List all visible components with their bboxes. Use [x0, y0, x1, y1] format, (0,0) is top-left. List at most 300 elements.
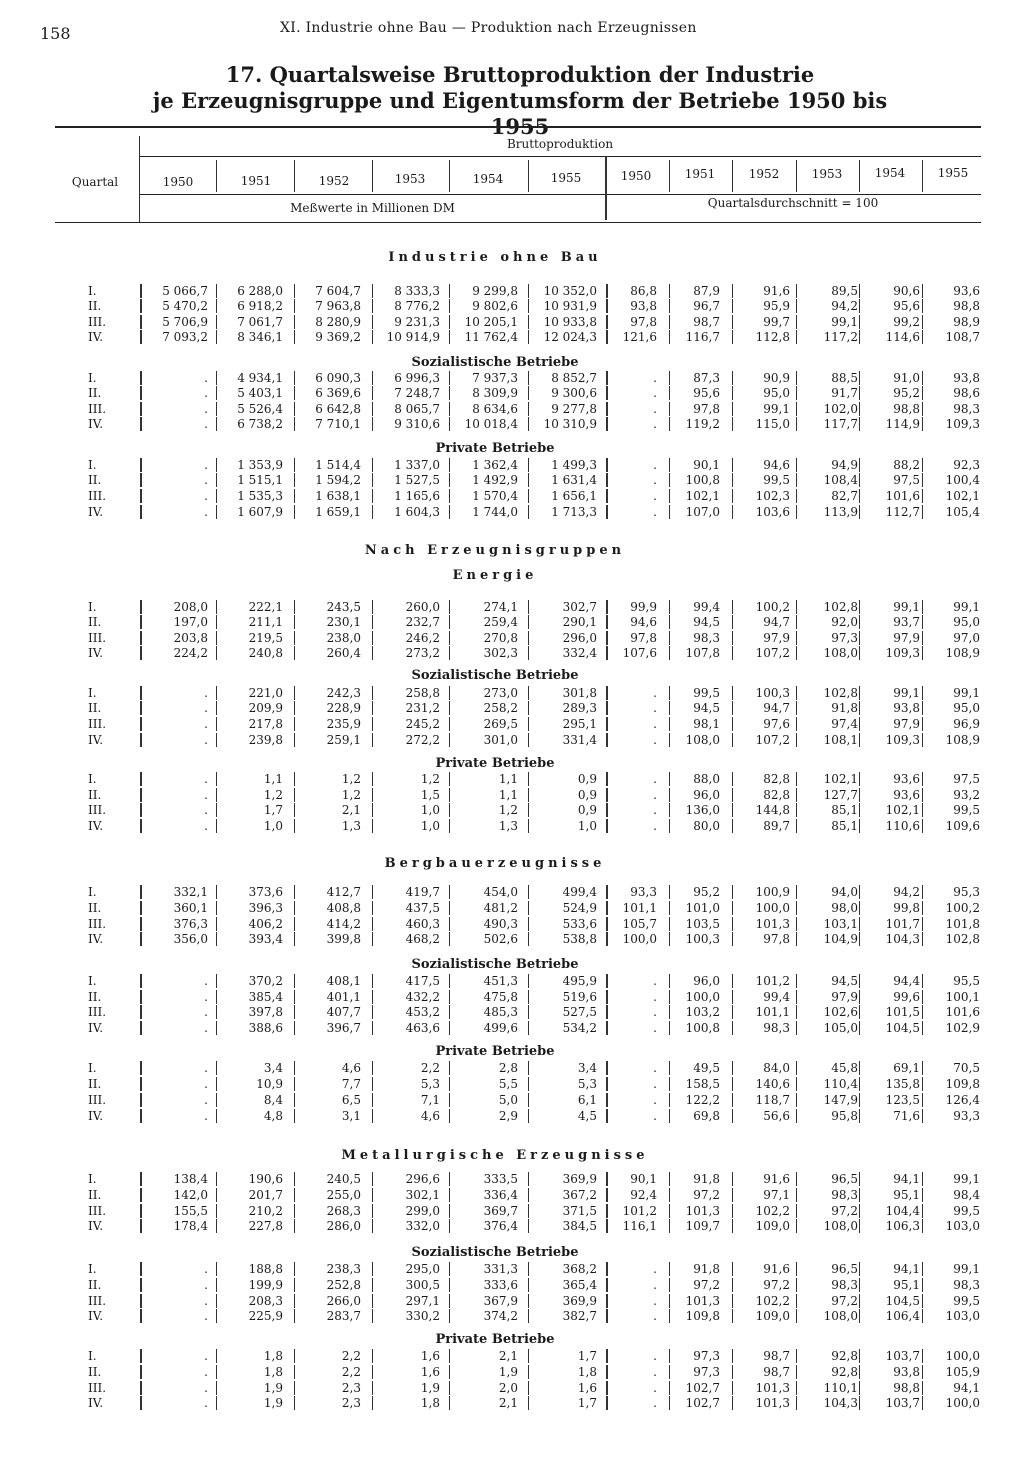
index-cell: 85,1: [831, 803, 858, 817]
index-cell: 93,8: [893, 701, 920, 715]
value-cell: 258,2: [483, 701, 518, 715]
index-cell: .: [653, 788, 657, 802]
index-cell: 90,1: [693, 458, 720, 472]
index-cell: 113,9: [823, 505, 858, 519]
index-cell: 127,7: [823, 788, 858, 802]
column-rule: [449, 1219, 450, 1233]
index-cell: 105,9: [945, 1365, 980, 1379]
index-cell: 119,2: [685, 417, 720, 431]
column-rule: [922, 974, 923, 988]
index-cell: 82,8: [763, 772, 790, 786]
value-cell: 4 934,1: [237, 371, 283, 385]
running-head: XI. Industrie ohne Bau — Produktion nach Erzeugnissen: [280, 20, 697, 36]
column-rule: [528, 932, 529, 946]
quarter-label: I.: [88, 371, 97, 385]
section-heading: Industrie ohne Bau: [388, 250, 602, 265]
index-cell: 102,8: [823, 686, 858, 700]
value-cell: 242,3: [326, 686, 361, 700]
value-cell: 239,8: [248, 733, 283, 747]
quarter-label: III.: [88, 315, 107, 329]
column-rule: [669, 284, 670, 298]
index-cell: 100,9: [755, 885, 790, 899]
index-cell: 97,3: [693, 1365, 720, 1379]
year-col-header: 1952: [318, 174, 350, 188]
column-rule: [294, 1309, 295, 1323]
value-cell: 6,5: [341, 1093, 361, 1107]
index-cell: .: [653, 386, 657, 400]
column-rule: [732, 646, 733, 660]
index-cell: 92,4: [630, 1188, 657, 1202]
value-cell: 534,2: [562, 1021, 597, 1035]
index-cell: 116,7: [685, 330, 720, 344]
column-rule: [606, 1021, 608, 1035]
column-rule: [859, 1172, 860, 1186]
index-cell: 101,1: [755, 1005, 790, 1019]
column-rule: [372, 990, 373, 1004]
index-cell: 94,1: [953, 1381, 980, 1395]
column-rule: [294, 1219, 295, 1233]
value-cell: 2,8: [498, 1061, 518, 1075]
index-cell: 98,3: [953, 1278, 980, 1292]
table-row: [0, 1219, 1024, 1233]
table-row: [0, 1093, 1024, 1107]
value-cell: 1 656,1: [551, 489, 597, 503]
table-row: [0, 1188, 1024, 1202]
index-cell: 93,2: [953, 788, 980, 802]
index-cell: 104,3: [885, 932, 920, 946]
column-rule: [922, 1021, 923, 1035]
value-cell: 188,8: [248, 1262, 283, 1276]
value-cell: 519,6: [562, 990, 597, 1004]
value-cell: 302,1: [405, 1188, 440, 1202]
value-cell: 414,2: [326, 917, 361, 931]
column-rule: [859, 885, 860, 899]
index-cell: 93,3: [630, 885, 657, 899]
index-cell: 100,1: [945, 990, 980, 1004]
column-rule: [449, 386, 450, 400]
index-cell: 112,7: [885, 505, 920, 519]
index-cell: 101,6: [945, 1005, 980, 1019]
value-cell: 7,7: [341, 1077, 361, 1091]
column-rule: [922, 646, 923, 660]
column-rule: [606, 772, 608, 786]
column-rule: [606, 717, 608, 731]
column-rule: [922, 686, 923, 700]
index-cell: .: [653, 1061, 657, 1075]
column-rule: [294, 1188, 295, 1202]
column-rule: [216, 974, 217, 988]
index-cell: 94,2: [893, 885, 920, 899]
column-rule: [732, 990, 733, 1004]
column-rule: [669, 819, 670, 833]
column-rule: [528, 1061, 529, 1075]
index-cell: 45,8: [831, 1061, 858, 1075]
column-rule: [372, 284, 373, 298]
value-cell: 9 231,3: [394, 315, 440, 329]
value-cell: .: [204, 1093, 208, 1107]
value-cell: 332,4: [562, 646, 597, 660]
column-rule: [449, 1309, 450, 1323]
column-rule: [216, 458, 217, 472]
column-rule: [732, 1172, 733, 1186]
index-cell: 93,3: [953, 1109, 980, 1123]
column-rule: [732, 1204, 733, 1218]
column-rule: [732, 701, 733, 715]
value-cell: 1,1: [498, 788, 518, 802]
column-rule: [859, 1188, 860, 1202]
value-cell: 142,0: [173, 1188, 208, 1202]
ownership-subheading: Sozialistische Betriebe: [411, 355, 579, 370]
table-row: [0, 1262, 1024, 1276]
column-rule: [859, 284, 860, 298]
column-rule: [140, 788, 142, 802]
index-cell: 108,0: [823, 1219, 858, 1233]
column-rule: [294, 686, 295, 700]
value-cell: 3,4: [577, 1061, 597, 1075]
index-cell: 99,1: [831, 315, 858, 329]
column-rule: [669, 473, 670, 487]
column-rule: [606, 284, 608, 298]
value-cell: 1,6: [420, 1365, 440, 1379]
quarter-label: II.: [88, 701, 102, 715]
column-rule: [732, 733, 733, 747]
column-rule: [606, 1349, 608, 1363]
value-cell: 1,0: [420, 819, 440, 833]
column-rule: [216, 701, 217, 715]
index-cell: 95,1: [893, 1278, 920, 1292]
index-cell: 98,3: [763, 1021, 790, 1035]
column-rule: [294, 803, 295, 817]
index-cell: 109,8: [945, 1077, 980, 1091]
column-rule: [528, 803, 529, 817]
quarter-label: II.: [88, 1365, 102, 1379]
index-cell: 108,1: [823, 733, 858, 747]
column-rule: [372, 1262, 373, 1276]
column-rule: [294, 299, 295, 313]
value-cell: 396,7: [326, 1021, 361, 1035]
value-cell: .: [204, 1381, 208, 1395]
column-rule: [216, 1204, 217, 1218]
column-rule: [372, 819, 373, 833]
column-rule: [606, 330, 608, 344]
index-cell: 97,4: [831, 717, 858, 731]
column-rule: [216, 901, 217, 915]
column-rule: [796, 686, 797, 700]
value-cell: 10 933,8: [543, 315, 597, 329]
index-cell: 97,9: [893, 631, 920, 645]
title-line-1: 17. Quartalsweise Bruttoproduktion der Industrie: [225, 62, 815, 87]
value-cell: .: [204, 417, 208, 431]
value-cell: 6,1: [577, 1093, 597, 1107]
year-col-header: 1950: [162, 175, 194, 189]
column-rule: [528, 788, 529, 802]
column-rule: [372, 458, 373, 472]
index-cell: 98,7: [693, 315, 720, 329]
index-cell: 93,6: [893, 772, 920, 786]
column-rule: [859, 489, 860, 503]
column-rule: [528, 402, 529, 416]
index-cell: 104,4: [885, 1204, 920, 1218]
value-cell: 336,4: [483, 1188, 518, 1202]
column-rule: [922, 1294, 923, 1308]
column-rule: [294, 1349, 295, 1363]
value-cell: 1 744,0: [472, 505, 518, 519]
table-row: [0, 473, 1024, 487]
column-rule: [294, 990, 295, 1004]
section-heading: Nach Erzeugnisgruppen: [364, 543, 626, 558]
value-cell: 2,9: [498, 1109, 518, 1123]
column-rule: [732, 1021, 733, 1035]
column-rule: [372, 1172, 373, 1186]
value-cell: 376,4: [483, 1219, 518, 1233]
column-rule: [796, 1219, 797, 1233]
value-cell: 3,1: [341, 1109, 361, 1123]
column-rule: [732, 1109, 733, 1123]
column-rule: [216, 631, 217, 645]
column-rule: [796, 1109, 797, 1123]
year-divider: [294, 160, 295, 192]
index-cell: 108,9: [945, 646, 980, 660]
column-rule: [216, 299, 217, 313]
column-rule: [216, 917, 217, 931]
header-divider-left: [139, 136, 140, 222]
index-cell: 98,8: [953, 299, 980, 313]
column-rule: [140, 819, 142, 833]
index-cell: 109,0: [755, 1309, 790, 1323]
column-rule: [606, 386, 608, 400]
column-rule: [216, 371, 217, 385]
column-rule: [732, 615, 733, 629]
index-cell: 99,2: [893, 315, 920, 329]
index-cell: 126,4: [945, 1093, 980, 1107]
column-rule: [796, 386, 797, 400]
index-cell: 89,7: [763, 819, 790, 833]
column-rule: [294, 1109, 295, 1123]
column-rule: [859, 600, 860, 614]
index-cell: 107,2: [755, 733, 790, 747]
index-cell: 92,8: [831, 1365, 858, 1379]
index-cell: 99,4: [763, 990, 790, 1004]
table-row: [0, 772, 1024, 786]
index-cell: 99,5: [953, 1294, 980, 1308]
index-cell: 97,9: [893, 717, 920, 731]
index-cell: 93,6: [893, 788, 920, 802]
value-cell: 201,7: [248, 1188, 283, 1202]
column-rule: [669, 1396, 670, 1410]
column-rule: [796, 932, 797, 946]
value-cell: 490,3: [483, 917, 518, 931]
column-rule: [732, 1005, 733, 1019]
column-rule: [528, 772, 529, 786]
index-cell: 91,8: [831, 701, 858, 715]
value-cell: 1 499,3: [551, 458, 597, 472]
index-cell: 87,3: [693, 371, 720, 385]
column-rule: [922, 1278, 923, 1292]
index-cell: 69,1: [893, 1061, 920, 1075]
column-rule: [449, 717, 450, 731]
column-rule: [449, 819, 450, 833]
value-cell: 245,2: [405, 717, 440, 731]
index-cell: 90,9: [763, 371, 790, 385]
column-rule: [606, 901, 608, 915]
column-rule: [796, 1309, 797, 1323]
value-cell: 2,0: [498, 1381, 518, 1395]
value-cell: 1 594,2: [315, 473, 361, 487]
table-row: [0, 1309, 1024, 1323]
column-rule: [606, 315, 608, 329]
column-rule: [528, 1077, 529, 1091]
column-rule: [859, 990, 860, 1004]
column-rule: [449, 417, 450, 431]
value-cell: 396,3: [248, 901, 283, 915]
column-rule: [922, 1396, 923, 1410]
column-rule: [140, 974, 142, 988]
quarter-label: IV.: [88, 1219, 104, 1233]
index-cell: 99,5: [763, 473, 790, 487]
index-cell: 158,5: [685, 1077, 720, 1091]
column-rule: [796, 417, 797, 431]
value-cell: 1,9: [263, 1381, 283, 1395]
value-cell: .: [204, 1278, 208, 1292]
column-rule: [140, 615, 142, 629]
column-rule: [796, 1061, 797, 1075]
value-cell: 12 024,3: [543, 330, 597, 344]
column-rule: [372, 1093, 373, 1107]
column-rule: [606, 1278, 608, 1292]
column-rule: [528, 417, 529, 431]
column-rule: [372, 701, 373, 715]
index-cell: 107,2: [755, 646, 790, 660]
value-cell: 273,0: [483, 686, 518, 700]
column-rule: [528, 1093, 529, 1107]
quarter-label: II.: [88, 473, 102, 487]
quarter-label: I.: [88, 686, 97, 700]
column-rule: [922, 1188, 923, 1202]
value-cell: 368,2: [562, 1262, 597, 1276]
column-rule: [922, 1172, 923, 1186]
index-cell: 101,2: [755, 974, 790, 988]
index-cell: 101,8: [945, 917, 980, 931]
value-cell: 9 277,8: [551, 402, 597, 416]
value-cell: .: [204, 974, 208, 988]
quarter-label: III.: [88, 1294, 107, 1308]
column-rule: [732, 788, 733, 802]
index-cell: 102,1: [823, 772, 858, 786]
column-rule: [449, 788, 450, 802]
column-rule: [859, 1262, 860, 1276]
index-cell: 70,5: [953, 1061, 980, 1075]
column-rule: [859, 1278, 860, 1292]
index-cell: 102,6: [823, 1005, 858, 1019]
column-rule: [669, 1204, 670, 1218]
column-rule: [528, 1396, 529, 1410]
column-rule: [372, 299, 373, 313]
value-cell: 259,4: [483, 615, 518, 629]
quarter-label: I.: [88, 458, 97, 472]
value-cell: .: [204, 1005, 208, 1019]
value-cell: 9 299,8: [472, 284, 518, 298]
column-rule: [528, 615, 529, 629]
value-cell: .: [204, 386, 208, 400]
index-cell: 106,3: [885, 1219, 920, 1233]
index-cell: 85,1: [831, 819, 858, 833]
value-cell: 302,3: [483, 646, 518, 660]
column-rule: [859, 1309, 860, 1323]
value-cell: 406,2: [248, 917, 283, 931]
index-cell: 94,5: [693, 615, 720, 629]
index-cell: 100,3: [685, 932, 720, 946]
column-rule: [859, 717, 860, 731]
column-rule: [859, 615, 860, 629]
index-cell: .: [653, 1262, 657, 1276]
index-cell: 98,6: [953, 386, 980, 400]
year-divider: [216, 160, 217, 192]
column-rule: [732, 1219, 733, 1233]
column-rule: [528, 990, 529, 1004]
index-cell: 96,0: [693, 974, 720, 988]
value-cell: .: [204, 819, 208, 833]
index-cell: 114,9: [885, 417, 920, 431]
value-cell: 8 309,9: [472, 386, 518, 400]
column-rule: [859, 932, 860, 946]
column-rule: [606, 1309, 608, 1323]
value-cell: 397,8: [248, 1005, 283, 1019]
column-rule: [216, 788, 217, 802]
quarter-label: III.: [88, 1005, 107, 1019]
value-cell: 8 065,7: [394, 402, 440, 416]
value-cell: 330,2: [405, 1309, 440, 1323]
column-rule: [294, 386, 295, 400]
value-cell: 297,1: [405, 1294, 440, 1308]
column-rule: [922, 315, 923, 329]
index-cell: 99,1: [953, 1172, 980, 1186]
index-cell: 97,0: [953, 631, 980, 645]
column-rule: [140, 1077, 142, 1091]
value-cell: 2,1: [498, 1396, 518, 1410]
value-cell: 0,9: [577, 788, 597, 802]
value-cell: 211,1: [248, 615, 283, 629]
column-rule: [372, 330, 373, 344]
column-rule: [216, 1294, 217, 1308]
year-divider: [859, 160, 860, 192]
column-rule: [606, 299, 608, 313]
value-cell: 258,8: [405, 686, 440, 700]
column-rule: [796, 819, 797, 833]
value-cell: 5 706,9: [162, 315, 208, 329]
column-rule: [216, 417, 217, 431]
column-rule: [606, 646, 608, 660]
quarter-label: II.: [88, 990, 102, 1004]
value-cell: 274,1: [483, 600, 518, 614]
value-cell: 1,7: [577, 1349, 597, 1363]
column-rule: [140, 1309, 142, 1323]
value-cell: 5 526,4: [237, 402, 283, 416]
column-rule: [732, 631, 733, 645]
index-cell: 80,0: [693, 819, 720, 833]
index-cell: 110,1: [823, 1381, 858, 1395]
index-cell: 101,3: [755, 1381, 790, 1395]
column-rule: [449, 402, 450, 416]
index-cell: 99,7: [763, 315, 790, 329]
column-rule: [294, 646, 295, 660]
value-cell: 1,2: [341, 772, 361, 786]
header-top-rule: [55, 126, 981, 128]
index-cell: 98,3: [831, 1278, 858, 1292]
ownership-subheading: Private Betriebe: [435, 441, 555, 456]
index-cell: 95,0: [953, 615, 980, 629]
column-rule: [140, 299, 142, 313]
value-cell: 485,3: [483, 1005, 518, 1019]
